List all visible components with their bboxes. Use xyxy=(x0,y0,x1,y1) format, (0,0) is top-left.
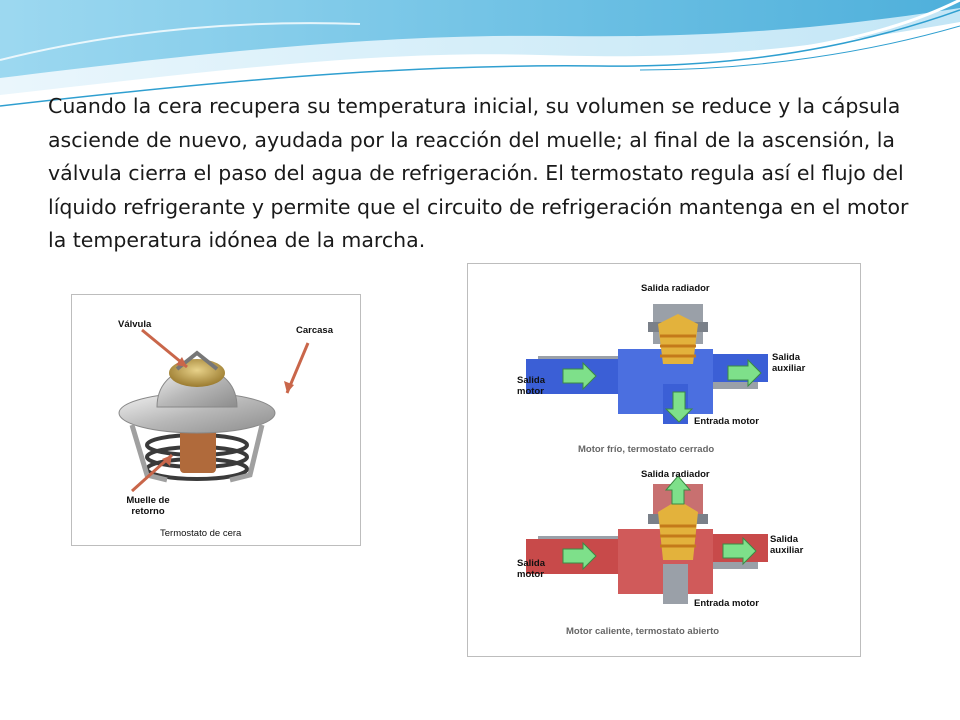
cutaway-illustration xyxy=(468,264,860,656)
valve-label: Válvula xyxy=(118,319,152,330)
cold-diagram xyxy=(526,304,768,424)
hot-left-label: Salida motor xyxy=(517,558,545,580)
hot-caption: Motor caliente, termostato abierto xyxy=(566,626,720,637)
housing-label: Carcasa xyxy=(296,325,333,336)
thermostat-cutaway-figure xyxy=(467,263,861,657)
cold-left-label: Salida motor xyxy=(517,375,545,397)
hot-top-label: Salida radiador xyxy=(641,469,710,480)
hot-diagram xyxy=(526,476,768,604)
body-paragraph: Cuando la cera recupera su temperatura inicial, su volumen se reduce y la cápsula asciende de nuevo, ayudada por la reacción del muelle; al final de la ascensión, la válvula cierra el paso del agua de refrigeración. El termostato regula así el flujo del líquido refrigerante y permite que el circuito de refrigeración mantenga en el motor la temperatura idónea de la marcha. xyxy=(48,94,909,252)
cold-right-label: Salida auxiliar xyxy=(772,352,806,374)
cold-top-label: Salida radiador xyxy=(641,283,710,294)
hot-right-label: Salida auxiliar xyxy=(770,534,804,556)
cold-bottom-label: Entrada motor xyxy=(694,416,759,427)
spring-label: Muelle de retorno xyxy=(126,495,170,517)
wax-caption: Termostato de cera xyxy=(160,528,242,539)
cold-caption: Motor frío, termostato cerrado xyxy=(578,444,715,455)
wax-thermostat-figure xyxy=(71,294,361,546)
hot-bottom-label: Entrada motor xyxy=(694,598,759,609)
